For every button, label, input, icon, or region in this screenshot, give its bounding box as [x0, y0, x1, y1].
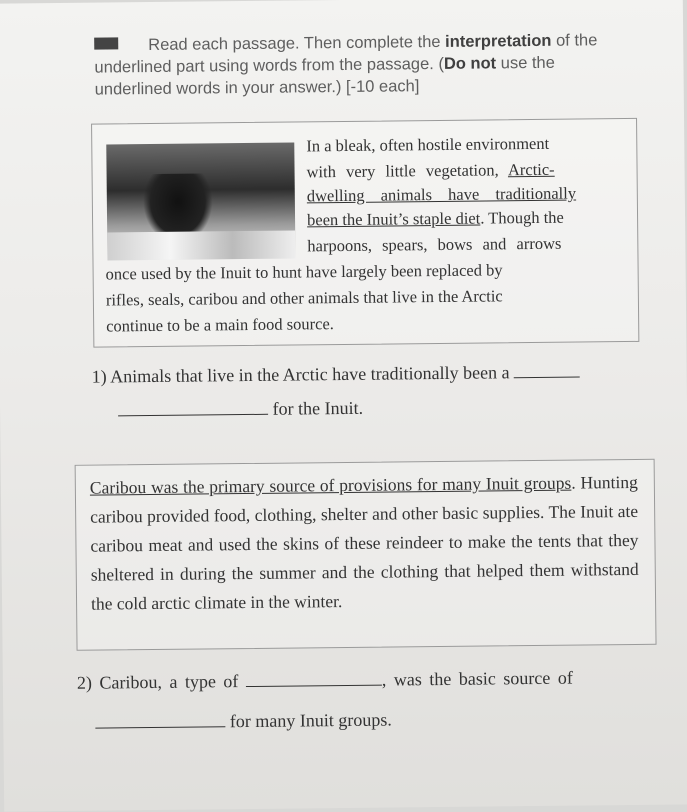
question-2-number: 2)	[76, 672, 93, 693]
question-1-line-b	[118, 398, 363, 422]
passage-1-line-5: harpoons, spears, bows and arrows	[307, 233, 562, 256]
question-1-line-a	[92, 362, 581, 388]
section-marker-icon	[94, 37, 118, 49]
ice-floe	[107, 230, 295, 260]
question-2-line-b	[95, 710, 392, 734]
question-2-text-a: Caribou, a type of	[99, 671, 239, 693]
question-1-text-b: for the Inuit.	[272, 397, 364, 419]
question-1-number: 1)	[91, 366, 107, 387]
question-1-blank-1[interactable]	[514, 376, 580, 379]
inuit-hunting-photo	[106, 143, 295, 261]
instructions	[94, 29, 635, 101]
passage-1-box	[91, 118, 639, 348]
passage-1-underline-b: been the Inuit’s staple diet	[306, 208, 481, 230]
passage-1-line-4-text: . Though the	[480, 207, 564, 228]
passage-2-box	[75, 459, 657, 651]
question-2-text-b: , was the basic source of	[381, 667, 573, 690]
instructions-text-2: of the underlined part using words from the passage. (	[94, 31, 598, 77]
passage-1-line-1: In a bleak, often hostile environment	[306, 133, 550, 156]
passage-1-line-4	[307, 206, 564, 233]
instructions-text: Read each passage. Then complete the	[148, 32, 446, 55]
passage-1-underline-a: Arctic-	[507, 159, 555, 180]
passage-1-line-2-text: with very little vegetation,	[306, 160, 508, 182]
instructions-do-not: Do not	[443, 54, 497, 73]
passage-2-underline: Caribou was the primary source of provisions for many Inuit groups	[89, 472, 572, 498]
passage-1-line-8: continue to be a main food source.	[106, 314, 334, 336]
passage-1-line-3: dwelling animals have traditionally	[306, 183, 577, 206]
passage-1-line-2	[306, 158, 554, 185]
question-1-text-a: Animals that live in the Arctic have traditionally been a	[110, 362, 510, 387]
passage-2-text	[90, 468, 639, 619]
question-2-line-a	[77, 668, 573, 694]
passage-1-line-7: rifles, seals, caribou and other animals that live in the Arctic	[105, 286, 503, 310]
instructions-text-3: use the underlined words in your answer.) [-10 each]	[94, 53, 555, 99]
question-2-blank-2[interactable]	[95, 725, 225, 728]
question-2-text-c: for many Inuit groups.	[229, 709, 392, 732]
instructions-bold-word: interpretation	[445, 31, 552, 51]
question-2-blank-1[interactable]	[246, 684, 382, 687]
passage-2-rest: . Hunting caribou provided food, clothing, shelter and other basic supplies. The Inuit ate caribou meat and used the skins of these reindeer to make the tents that they sheltered in during the summer and the clothing that helped them withstand the cold arctic climate in the winter.	[90, 471, 639, 614]
question-1-blank-2[interactable]	[118, 413, 268, 417]
passage-1-line-6: once used by the Inuit to hunt have largely been replaced by	[105, 260, 503, 284]
